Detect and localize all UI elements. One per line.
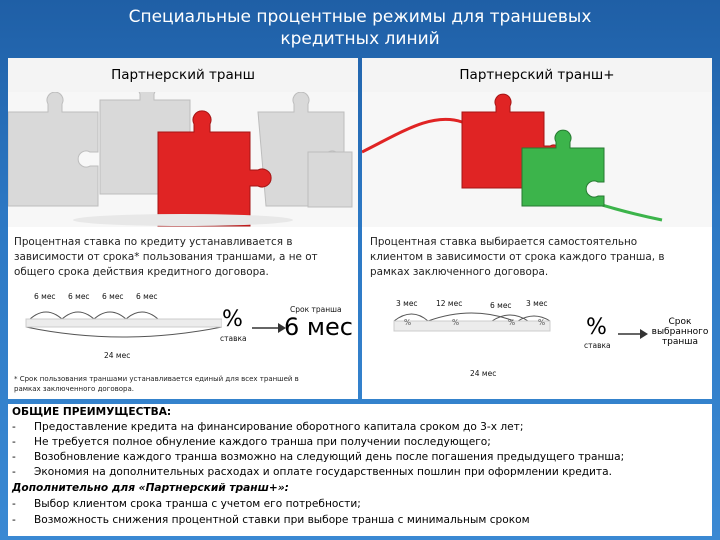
right-panel-heading: Партнерский транш+ xyxy=(362,58,712,92)
left-timeline-diagram xyxy=(22,301,222,357)
advantage-text: Не требуется полное обнуление каждого транша при получении последующего; xyxy=(34,436,491,448)
advantage-text: Предоставление кредита на финансирование оборотного капитала сроком до 3-х лет; xyxy=(34,421,524,433)
right-rate-label: ставка xyxy=(584,341,611,350)
right-total-term: 24 мес xyxy=(470,369,497,378)
right-desc-line-3: рамках заключенного договора. xyxy=(370,266,549,278)
right-puzzle-image xyxy=(362,92,712,227)
bullet-dash: - xyxy=(12,451,16,463)
extra-text: Выбор клиентом срока транша с учетом его потребности; xyxy=(34,498,361,510)
left-puzzle-image xyxy=(8,92,358,227)
right-desc-line-2: клиентом в зависимости от срока каждого транша, в xyxy=(370,251,665,263)
title-line-1: Специальные процентные режимы для траншевых xyxy=(128,7,592,27)
advantage-item-2 xyxy=(12,436,491,448)
advantages-heading: ОБЩИЕ ПРЕИМУЩЕСТВА: xyxy=(12,406,172,418)
left-text-panel xyxy=(8,227,358,399)
extra-item-2 xyxy=(12,514,530,526)
right-tranche-label-4: 3 мес xyxy=(526,299,548,308)
advantage-item-3 xyxy=(12,451,624,463)
right-tranche-label-3: 6 мес xyxy=(490,301,512,310)
advantage-text: Возобновление каждого транша возможно на следующий день после погашения предыдущего транша; xyxy=(34,451,625,463)
footnote-line-1: * Срок пользования траншами устанавливается единый для всех траншей в xyxy=(14,375,299,383)
advantage-item-1 xyxy=(12,421,523,433)
extra-text: Возможность снижения процентной ставки при выборе транша с минимальным сроком xyxy=(34,514,530,526)
extra-item-1 xyxy=(12,498,361,510)
right-timeline-diagram xyxy=(392,309,552,359)
left-footnote xyxy=(14,374,299,394)
right-percent-symbol: % xyxy=(586,315,607,340)
left-arrow-icon xyxy=(252,321,286,335)
right-desc-line-1: Процентная ставка выбирается самостоятельно xyxy=(370,236,638,248)
advantage-item-4 xyxy=(12,466,612,478)
left-description xyxy=(14,235,318,280)
left-desc-line-3: общего срока действия кредитного договора. xyxy=(14,266,269,278)
slide-title xyxy=(0,6,720,50)
right-term-line-1: Срок xyxy=(668,317,692,327)
left-tranche-label-4: 6 мес xyxy=(136,292,158,301)
right-tranche-rate-1: % xyxy=(404,318,412,327)
left-percent-symbol: % xyxy=(222,307,243,332)
right-tranche-rate-4: % xyxy=(538,318,546,327)
right-arrow-icon xyxy=(618,327,648,341)
left-tranche-label-1: 6 мес xyxy=(34,292,56,301)
advantages-panel xyxy=(8,404,712,536)
left-tranche-label-3: 6 мес xyxy=(102,292,124,301)
right-text-panel xyxy=(362,227,712,399)
right-term-line-3: транша xyxy=(661,337,699,347)
right-tranche-label-2: 12 мес xyxy=(436,299,463,308)
bullet-dash: - xyxy=(12,436,16,448)
bullet-dash: - xyxy=(12,466,16,478)
left-rate-label: ставка xyxy=(220,334,247,343)
right-tranche-rate-2: % xyxy=(452,318,460,327)
footnote-line-2: рамках заключенного договора. xyxy=(14,385,135,393)
advantage-text: Экономия на дополнительных расходах и оплате государственных пошлин при оформлении кредита. xyxy=(34,466,612,478)
extra-heading: Дополнительно для «Партнерский транш+»: xyxy=(12,482,289,494)
bullet-dash: - xyxy=(12,421,16,433)
right-tranche-rate-3: % xyxy=(508,318,516,327)
left-desc-line-2: зависимости от срока* пользования траншами, а не от xyxy=(14,251,318,263)
left-desc-line-1: Процентная ставка по кредиту устанавливается в xyxy=(14,236,293,248)
left-tranche-label-2: 6 мес xyxy=(68,292,90,301)
left-term-label: Срок транша xyxy=(290,305,342,314)
left-panel-heading: Партнерский транш xyxy=(8,58,358,92)
bullet-dash: - xyxy=(12,498,16,510)
right-description xyxy=(370,235,665,280)
right-tranche-label-1: 3 мес xyxy=(396,299,418,308)
left-term-value: 6 мес xyxy=(284,313,353,341)
title-line-2: кредитных линий xyxy=(280,29,440,49)
right-term-label xyxy=(650,317,710,347)
right-term-line-2: выбранного xyxy=(651,327,709,337)
left-total-term: 24 мес xyxy=(104,351,131,360)
bullet-dash: - xyxy=(12,514,16,526)
